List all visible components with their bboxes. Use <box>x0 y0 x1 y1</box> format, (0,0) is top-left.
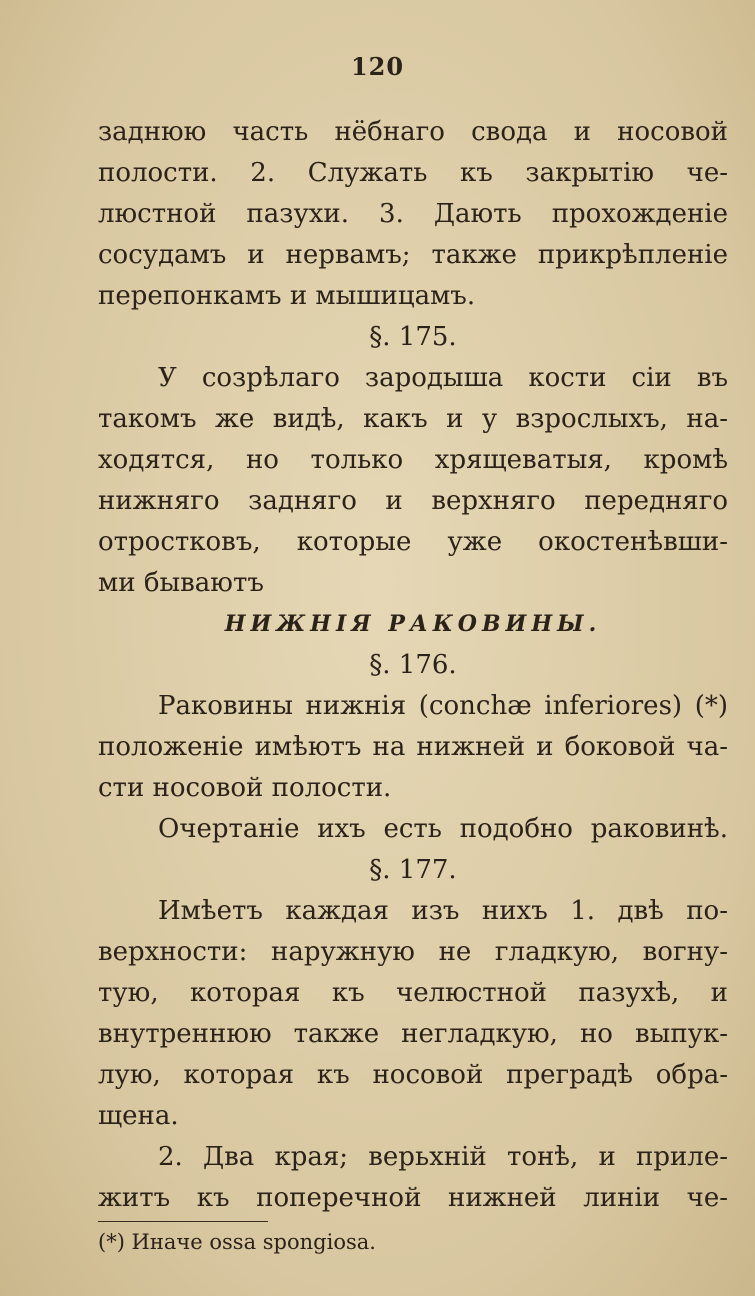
section-number: §. 176. <box>369 650 457 680</box>
text-line: сти носовой полости. <box>98 773 392 803</box>
footnote: (*) Иначе ossa spongiosa. <box>98 1230 376 1254</box>
chapter-heading: НИЖНІЯ РАКОВИНЫ. <box>224 611 602 637</box>
text-line: Имѣетъ каждая изъ нихъ 1. двѣ по- <box>158 896 728 926</box>
text-line: внутреннюю также негладкую, но выпук- <box>98 1019 728 1049</box>
text-line: отростковъ, которые уже окостенѣвши- <box>98 527 728 557</box>
body-text <box>98 112 728 1219</box>
text-line: верхности: наружную не гладкую, вогну- <box>98 937 728 967</box>
text-line: полости. 2. Служать къ закрытію че- <box>98 158 728 188</box>
footnote-rule <box>98 1221 268 1222</box>
text-line: заднюю часть нёбнаго свода и носовой <box>98 117 728 147</box>
text-line: перепонкамъ и мышицамъ. <box>98 281 476 311</box>
text-line: ми бываютъ <box>98 568 264 598</box>
text-line: щена. <box>98 1101 179 1131</box>
text-line: сосудамъ и нервамъ; также прикрѣпленіе <box>98 240 728 270</box>
text-line: У созрѣлаго зародыша кости сіи въ <box>158 363 728 393</box>
text-line: Очертаніе ихъ есть подобно раковинѣ. <box>158 814 728 844</box>
text-line: тую, которая къ челюстной пазухѣ, и <box>98 978 728 1008</box>
text-line: 2. Два края; верьхній тонѣ, и приле- <box>158 1142 728 1172</box>
text-line: люстной пазухи. 3. Дають прохожденіе <box>98 199 728 229</box>
text-line: нижняго задняго и верхняго передняго <box>98 486 728 516</box>
text-line: ходятся, но только хрящеватыя, кромѣ <box>98 445 728 475</box>
text-line: житъ къ поперечной нижней линіи че- <box>98 1183 728 1213</box>
text-line: положеніе имѣютъ на нижней и боковой ча- <box>98 732 728 762</box>
text-line: лую, которая къ носовой преградѣ обра- <box>98 1060 728 1090</box>
text-line: Раковины нижнія (conchæ inferiores) (*) <box>158 691 728 721</box>
section-number: §. 177. <box>369 855 457 885</box>
page-number: 120 <box>350 52 405 81</box>
section-number: §. 175. <box>369 322 457 352</box>
text-line: такомъ же видѣ, какъ и у взрослыхъ, на- <box>98 404 728 434</box>
